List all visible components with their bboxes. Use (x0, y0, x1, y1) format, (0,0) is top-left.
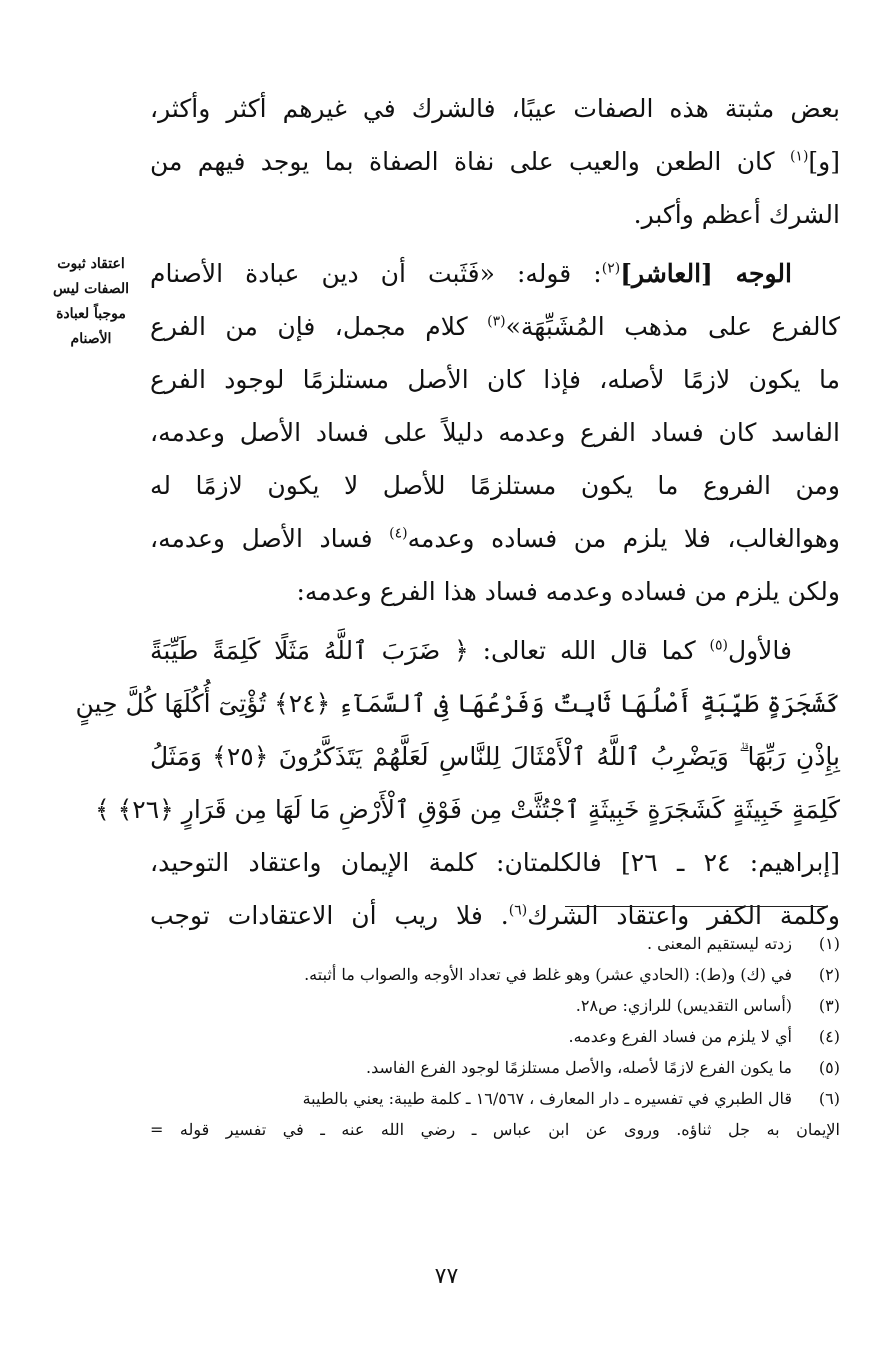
footnote: (١) زدته ليستقيم المعنى . (646, 934, 840, 953)
page-number: ٧٧ (434, 1264, 459, 1289)
text-line: الفاسد كان فساد الفرع وعدمه دليلاً على فساد الأصل وعدمه، (150, 418, 840, 447)
section-heading: الوجه [العاشر] (620, 259, 792, 288)
margin-note: اعتقاد ثبوت الصفات ليس موجباً لعبادة الأصنام (52, 256, 130, 347)
text-line: [و]$^{(١)}$ كان الطعن والعيب على نفاة الصفاة بما يوجد فيهم من (150, 147, 840, 176)
text-line: كالفرع على مذهب المُشَبِّهَة»$^{(٣)}$ كلام مجمل، فإن من الفرع (150, 312, 840, 341)
footnotes (150, 928, 840, 1145)
footnote-ref[interactable]: (١) (789, 148, 809, 165)
text-line: الشرك أعظم وأكبر. (633, 200, 840, 229)
text-line: ومن الفروع ما يكون مستلزمًا للأصل لا يكون لازمًا له (150, 471, 840, 500)
text-line: ما يكون لازمًا لأصله، فإذا كان الأصل مستلزمًا لوجود الفرع (150, 365, 840, 394)
footnote-ref[interactable]: (٤) (389, 525, 408, 542)
footnote-continuation: الإيمان به جل ثناؤه. وروى عن ابن عباس ـ رضي الله عنه ـ في تفسير قوله = (150, 1120, 840, 1139)
footnote: (٦) قال الطبري في تفسيره ـ دار المعارف ، ١٦/٥٦٧ ـ كلمة طيبة: يعني بالطيبة (302, 1089, 840, 1108)
footnote-divider (565, 906, 827, 907)
text-line: ولكن يلزم من فساده وعدمه فساد هذا الفرع وعدمه: (296, 577, 840, 606)
quran-verse (75, 677, 840, 836)
text-line: بعض مثبتة هذه الصفات عيبًا، فالشرك في غيرهم أكثر وأكثر، (150, 94, 840, 123)
text-line: وكلمة الكفر واعتقاد الشرك$^{(٦)}$. فلا ريب أن الاعتقادات توجب (150, 901, 840, 930)
footnote: (٣) (أساس التقديس) للرازي: ص٢٨. (575, 996, 840, 1015)
footnote-ref[interactable]: (٥) (709, 637, 728, 654)
quran-line: كَلِمَةٍ خَبِيثَةٍ كَشَجَرَةٍ خَبِيثَةٍ ٱجْتُثَّتْ مِن فَوْقِ ٱلْأَرْضِ مَا لَهَا مِن قَرَارٍ ﴿٢٦﴾ ﴾ (95, 795, 840, 824)
footnote-ref[interactable]: (٣) (487, 313, 506, 330)
quran-line: بِإِذْنِ رَبِّهَا ۗ وَيَضْرِبُ ٱللَّهُ ٱلْأَمْثَالَ لِلنَّاسِ لَعَلَّهُمْ يَتَذَكَّرُونَ ﴿٢٥﴾ وَمَثَلُ (150, 742, 840, 771)
footnote: (٤) أي لا يلزم من فساد الفرع وعدمه. (568, 1027, 840, 1046)
footnote-ref[interactable]: (٢) (601, 260, 621, 277)
footnote: (٢) في (ك) و(ط): (الحادي عشر) وهو غلط في تعداد الأوجه والصواب ما أثبته. (304, 965, 840, 984)
text-line: فالأول$^{(٥)}$ كما قال الله تعالى: ﴿ ضَرَبَ ٱللَّهُ مَثَلًا كَلِمَةً طَيِّبَةً (150, 636, 792, 665)
text-line: وهوالغالب، فلا يلزم من فساده وعدمه$^{(٤)}$ فساد الأصل وعدمه، (150, 524, 841, 553)
text-line: [إبراهيم: ٢٤ ـ ٢٦] فالكلمتان: كلمة الإيمان واعتقاد التوحيد، (150, 848, 840, 877)
quran-line: كَشَجَرَةٍ طَيِّبَةٍ أَصْلُهَا ثَابِتٌ وَفَرْعُهَا فِى ٱلسَّمَآءِ ﴿٢٤﴾ تُؤْتِىٓ أُكُلَهَا كُلَّ حِينٍ (75, 689, 840, 718)
section-heading-line: الوجه [العاشر]$^{(٢)}$: قوله: «فَثَبت أن دين عبادة الأصنام (150, 259, 792, 288)
footnote-ref[interactable]: (٦) (508, 902, 528, 919)
footnote: (٥) ما يكون الفرع لازمًا لأصله، والأصل مستلزمًا لوجود الفرع الفاسد. (366, 1058, 840, 1077)
